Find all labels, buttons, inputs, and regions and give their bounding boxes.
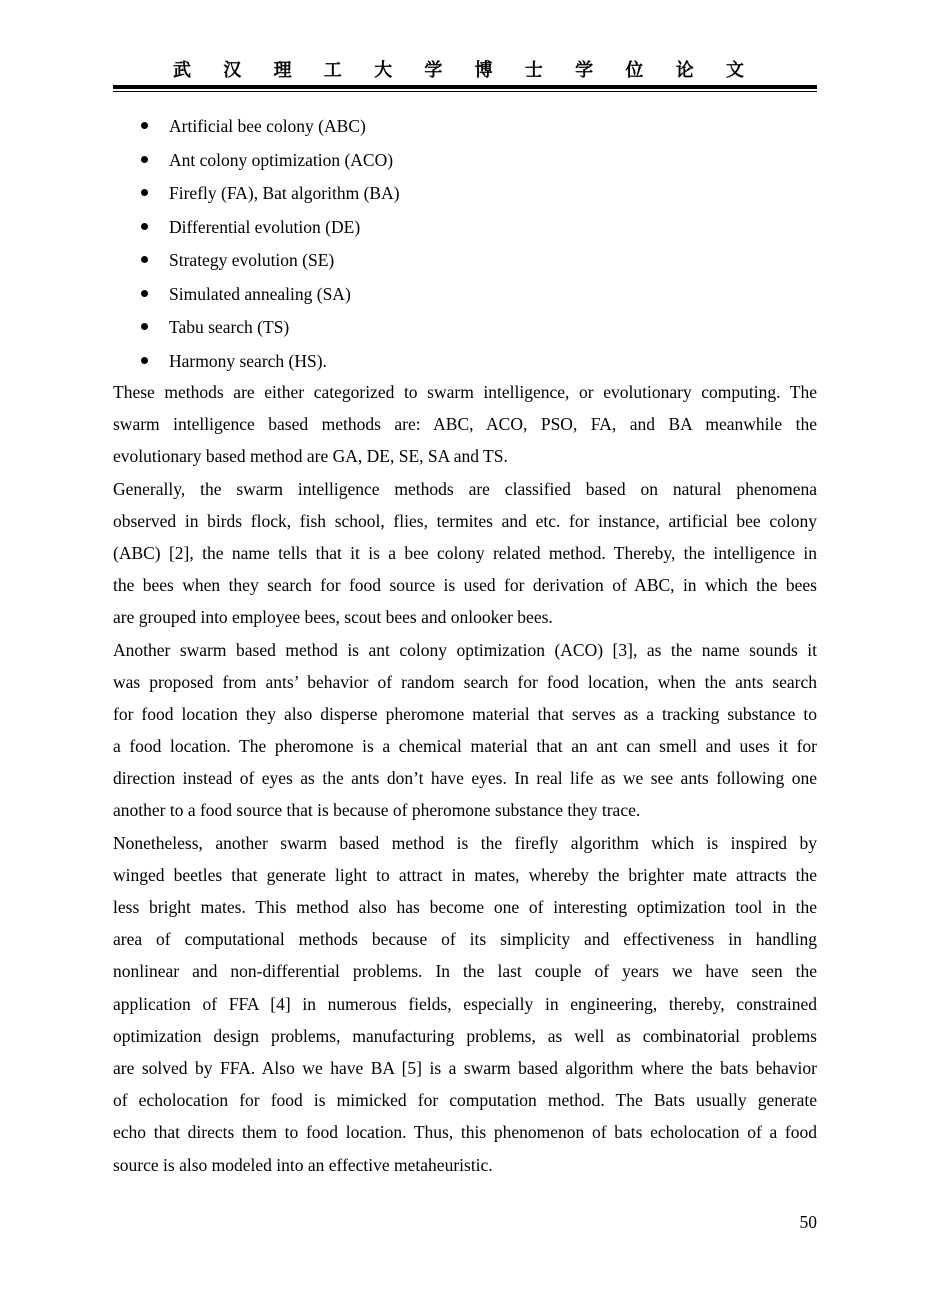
list-item (113, 348, 817, 382)
list-item-text: Tabu search (TS) (169, 317, 290, 337)
paragraph-line: winged beetles that generate light to attract in mates, whereby the brighter mate attracts the (113, 864, 817, 885)
paragraph-line: direction instead of eyes as the ants don’t have eyes. In real life as we see ants following one (113, 768, 817, 789)
list-item (113, 147, 817, 181)
list-item-text: Simulated annealing (SA) (169, 283, 351, 304)
paragraph-line: the bees when they search for food source is used for derivation of ABC, in which the bees (113, 575, 817, 596)
list-item (113, 314, 817, 348)
running-header: 武 汉 理 工 大 学 博 士 学 位 论 文 (173, 60, 757, 81)
paragraph-line: another to a food source that is because of pheromone substance they trace. (113, 800, 641, 821)
bullet-icon (141, 357, 148, 364)
bullet-icon (141, 223, 148, 230)
paragraph (113, 828, 817, 1182)
list-item (113, 180, 817, 214)
paragraph (113, 635, 817, 828)
paragraph-line: optimization design problems, manufacturing problems, as well as combinatorial problems (113, 1025, 817, 1046)
bullet-icon (141, 122, 148, 129)
paragraph-line: Another swarm based method is ant colony optimization (ACO) [3], as the name sounds it (113, 639, 817, 660)
header-rule-thick (113, 85, 817, 89)
paragraph-line: a food location. The pheromone is a chemical material that an ant can smell and uses it for (113, 736, 817, 757)
list-item-text: Harmony search (HS). (169, 350, 327, 371)
list-item-text: Artificial bee colony (ABC) (169, 116, 366, 136)
paragraph-line: area of computational methods because of its simplicity and effectiveness in handling (113, 929, 817, 950)
list-item (113, 113, 817, 147)
list-item-text: Firefly (FA), Bat algorithm (BA) (169, 183, 400, 203)
list-item-text: Strategy evolution (SE) (169, 250, 335, 270)
body-text (113, 377, 817, 1182)
paragraph-line: are grouped into employee bees, scout bees and onlooker bees. (113, 607, 553, 628)
list-item (113, 281, 817, 315)
bullet-icon (141, 256, 148, 263)
paragraph-line: Generally, the swarm intelligence methods are classified based on natural phenomena (113, 478, 817, 499)
list-item (113, 247, 817, 281)
paragraph-line: evolutionary based method are GA, DE, SE, SA and TS. (113, 446, 508, 467)
method-list (113, 113, 817, 381)
paragraph-line: are solved by FFA. Also we have BA [5] is a swarm based algorithm where the bats behavior (113, 1057, 817, 1078)
bullet-icon (141, 156, 148, 163)
list-item-text: Differential evolution (DE) (169, 216, 361, 237)
paragraph-line: observed in birds flock, fish school, flies, termites and etc. for instance, artificial bee colony (113, 510, 817, 531)
paragraph-line: less bright mates. This method also has become one of interesting optimization tool in the (113, 897, 817, 917)
paragraph-line: application of FFA [4] in numerous fields, especially in engineering, thereby, constrained (113, 993, 817, 1014)
paragraph-line: source is also modeled into an effective metaheuristic. (113, 1154, 493, 1175)
paragraph (113, 474, 817, 635)
paragraph-line: (ABC) [2], the name tells that it is a bee colony related method. Thereby, the intelligence in (113, 542, 817, 563)
paragraph-line: of echolocation for food is mimicked for computation method. The Bats usually generate (113, 1090, 817, 1111)
paragraph-line: swarm intelligence based methods are: ABC, ACO, PSO, FA, and BA meanwhile the (113, 414, 817, 435)
paragraph (113, 377, 817, 474)
header-rule-thin (113, 91, 817, 92)
list-item (113, 214, 817, 248)
bullet-icon (141, 323, 148, 330)
paragraph-line: Nonetheless, another swarm based method is the firefly algorithm which is inspired by (113, 832, 817, 853)
bullet-icon (141, 189, 148, 196)
paragraph-line: nonlinear and non-differential problems. In the last couple of years we have seen the (113, 961, 817, 982)
paragraph-line: echo that directs them to food location. Thus, this phenomenon of bats echolocation of a food (113, 1122, 817, 1143)
bullet-icon (141, 290, 148, 297)
page-number: 50 (799, 1212, 817, 1232)
list-item-text: Ant colony optimization (ACO) (169, 149, 394, 170)
paragraph-line: for food location they also disperse pheromone material that serves as a tracking substance to (113, 703, 817, 724)
paragraph-line: was proposed from ants’ behavior of random search for food location, when the ants search (113, 671, 817, 692)
paragraph-line: These methods are either categorized to swarm intelligence, or evolutionary computing. The (113, 382, 817, 402)
